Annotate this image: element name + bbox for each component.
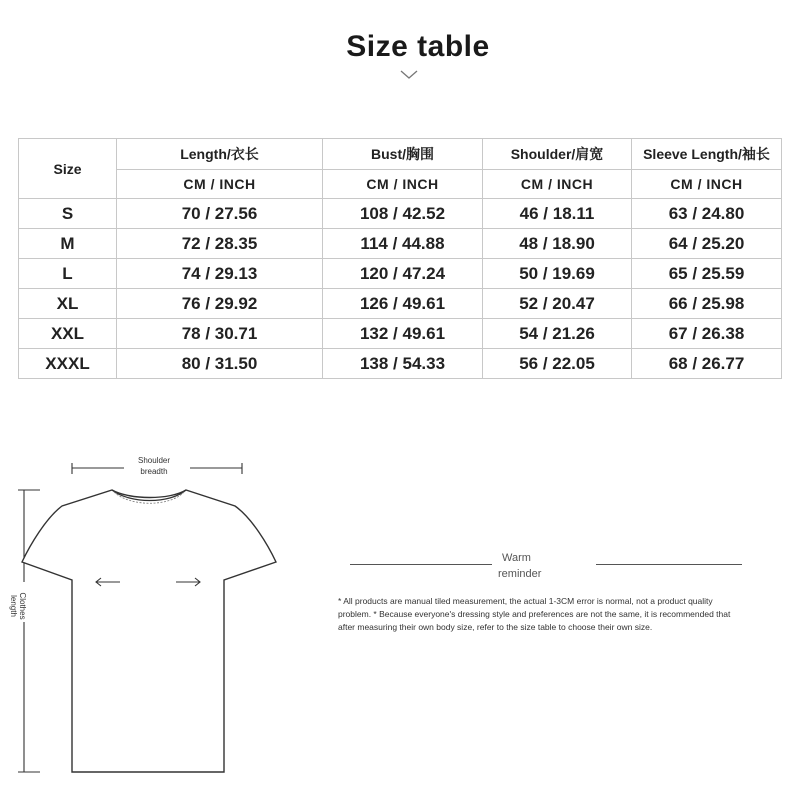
unit-header: CM / INCH [632, 170, 782, 199]
table-row [19, 289, 782, 319]
table-row [19, 259, 782, 289]
column-header: Length/衣长 [117, 139, 323, 170]
divider [350, 564, 492, 565]
length-cell: 72 / 28.35 [117, 229, 323, 259]
table-row [19, 319, 782, 349]
column-header: Shoulder/肩宽 [483, 139, 632, 170]
table-row [19, 199, 782, 229]
sleeve-cell: 65 / 25.59 [632, 259, 782, 289]
length-cell: 80 / 31.50 [117, 349, 323, 379]
divider [596, 564, 742, 565]
size-cell: XXXL [19, 349, 117, 379]
size-cell: XL [19, 289, 117, 319]
shoulder-cell: 46 / 18.11 [483, 199, 632, 229]
table-unit-row [19, 170, 782, 199]
unit-header: CM / INCH [483, 170, 632, 199]
table-row [19, 349, 782, 379]
sleeve-cell: 67 / 26.38 [632, 319, 782, 349]
sleeve-cell: 64 / 25.20 [632, 229, 782, 259]
unit-header: CM / INCH [117, 170, 323, 199]
shoulder-breadth-label: Shoulder breadth [137, 456, 171, 476]
bust-cell: 114 / 44.88 [323, 229, 483, 259]
unit-header: CM / INCH [323, 170, 483, 199]
size-cell: S [19, 199, 117, 229]
shoulder-cell: 54 / 21.26 [483, 319, 632, 349]
shoulder-cell: 50 / 19.69 [483, 259, 632, 289]
length-cell: 78 / 30.71 [117, 319, 323, 349]
tshirt-diagram [0, 440, 320, 790]
length-cell: 74 / 29.13 [117, 259, 323, 289]
shoulder-cell: 48 / 18.90 [483, 229, 632, 259]
chevron-down-icon [400, 70, 418, 80]
tshirt-icon [22, 490, 276, 772]
size-cell: M [19, 229, 117, 259]
size-cell: L [19, 259, 117, 289]
bust-cell: 126 / 49.61 [323, 289, 483, 319]
bust-cell: 138 / 54.33 [323, 349, 483, 379]
sleeve-cell: 68 / 26.77 [632, 349, 782, 379]
table-header-row [19, 139, 782, 170]
bust-cell: 132 / 49.61 [323, 319, 483, 349]
warm-reminder-title: Warm reminder [498, 552, 542, 580]
bust-cell: 108 / 42.52 [323, 199, 483, 229]
clothes-length-label: Clothes length [9, 592, 27, 620]
length-cell: 76 / 29.92 [117, 289, 323, 319]
size-header: Size [19, 139, 117, 199]
sleeve-cell: 63 / 24.80 [632, 199, 782, 229]
warm-reminder-note: * All products are manual tiled measurement, the actual 1-3CM error is normal, not a product quality problem. * Because everyone's dressing style and preferences are not the same, it is recommended that after measuring their own body size, refer to the size table to choose their own size. [338, 596, 731, 632]
shoulder-cell: 56 / 22.05 [483, 349, 632, 379]
length-cell: 70 / 27.56 [117, 199, 323, 229]
column-header: Sleeve Length/袖长 [632, 139, 782, 170]
sleeve-cell: 66 / 25.98 [632, 289, 782, 319]
table-row [19, 229, 782, 259]
bust-cell: 120 / 47.24 [323, 259, 483, 289]
page-title: Size table [346, 30, 490, 63]
size-cell: XXL [19, 319, 117, 349]
shoulder-cell: 52 / 20.47 [483, 289, 632, 319]
column-header: Bust/胸围 [323, 139, 483, 170]
size-table [18, 138, 782, 379]
